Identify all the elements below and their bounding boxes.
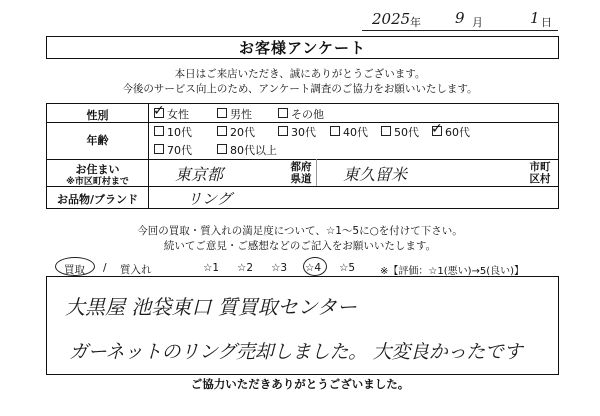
age-10s-checkbox[interactable]	[154, 126, 164, 136]
date-year-unit: 年	[410, 16, 421, 29]
date-day-unit: 日	[541, 16, 552, 29]
prefecture-value[interactable]: 東京都	[175, 165, 224, 184]
rating-star-4[interactable]: ☆4	[305, 262, 322, 274]
gender-other-checkbox[interactable]	[278, 108, 288, 118]
service-pawn-option[interactable]: 質入れ	[120, 264, 152, 276]
age-70s-label: 70代	[167, 144, 192, 157]
prefecture-unit-top: 都府	[290, 161, 312, 173]
age-50s-label: 50代	[394, 126, 419, 139]
gender-other-label: その他	[291, 108, 324, 121]
date-year-value: 2025	[372, 10, 411, 28]
rating-legend: ※【評価：☆1(悪い)→5(良い)】	[380, 266, 525, 277]
age-30s-checkbox[interactable]	[278, 126, 288, 136]
address-split-divider	[316, 159, 317, 186]
rating-star-1[interactable]: ☆1	[203, 262, 220, 274]
intro-line-1: 本日はご来店いただき、誠にありがとうございます。	[174, 68, 426, 80]
date-month-unit: 月	[472, 16, 483, 29]
age-50s-checkbox[interactable]	[381, 126, 391, 136]
date-month-value: 9	[455, 9, 465, 27]
thanks-footer: ご協力いただきありがとうございました。	[190, 377, 410, 391]
item-label: お品物/ブランド	[56, 193, 139, 206]
checkmark-icon: ✓	[153, 103, 165, 119]
gender-female-label: 女性	[167, 108, 189, 121]
age-20s-checkbox[interactable]	[217, 126, 227, 136]
selection-circle	[55, 257, 95, 276]
gender-label: 性別	[86, 109, 109, 122]
rating-star-5[interactable]: ☆5	[339, 262, 356, 274]
address-sublabel: ※市区町村まで	[66, 177, 129, 187]
age-40s-label: 40代	[343, 126, 368, 139]
gender-male-checkbox[interactable]	[217, 108, 227, 118]
age-label: 年齢	[86, 134, 109, 147]
comment-box[interactable]	[46, 276, 559, 375]
rating-star-2[interactable]: ☆2	[237, 262, 254, 274]
city-value[interactable]: 東久留米	[343, 165, 408, 184]
item-value[interactable]: リング	[187, 190, 232, 208]
label-column-divider	[148, 104, 149, 208]
checkmark-icon: ✓	[431, 121, 443, 137]
rating-intro-line-2: 続いてご意見・ご感想などのご記入をお願いいたします。	[163, 240, 437, 252]
comment-line-1: 大黒屋 池袋東口 質買取センター	[65, 295, 357, 319]
city-unit-bottom: 区村	[529, 173, 551, 185]
date-day-value: 1	[530, 9, 540, 27]
date-underline	[362, 30, 558, 31]
service-separator: /	[103, 262, 107, 274]
age-20s-label: 20代	[230, 126, 255, 139]
rating-star-3[interactable]: ☆3	[271, 262, 288, 274]
gender-male-label: 男性	[230, 108, 252, 121]
info-table	[46, 103, 559, 209]
selection-circle	[303, 257, 327, 276]
row-divider	[47, 159, 558, 160]
age-30s-label: 30代	[291, 126, 316, 139]
address-label: お住まい	[75, 163, 120, 176]
rating-intro-line-1: 今回の買取・質入れの満足度について、☆1～5に○を付けて下さい。	[137, 225, 463, 237]
city-unit-top: 市町	[529, 161, 551, 173]
comment-line-2: ガーネットのリング売却しました。 大変良かったです	[69, 341, 523, 363]
age-10s-label: 10代	[167, 126, 192, 139]
prefecture-unit-bottom: 県道	[290, 173, 312, 185]
intro-line-2: 今後のサービス向上のため、アンケート調査のご協力をお願いいたします。	[122, 83, 478, 95]
age-80plus-label: 80代以上	[230, 144, 277, 157]
age-80plus-checkbox[interactable]	[217, 144, 227, 154]
age-70s-checkbox[interactable]	[154, 144, 164, 154]
age-60s-label: 60代	[445, 126, 470, 139]
age-40s-checkbox[interactable]	[330, 126, 340, 136]
survey-title: お客様アンケート	[46, 36, 559, 59]
service-buy-option[interactable]: 買取	[64, 264, 85, 276]
